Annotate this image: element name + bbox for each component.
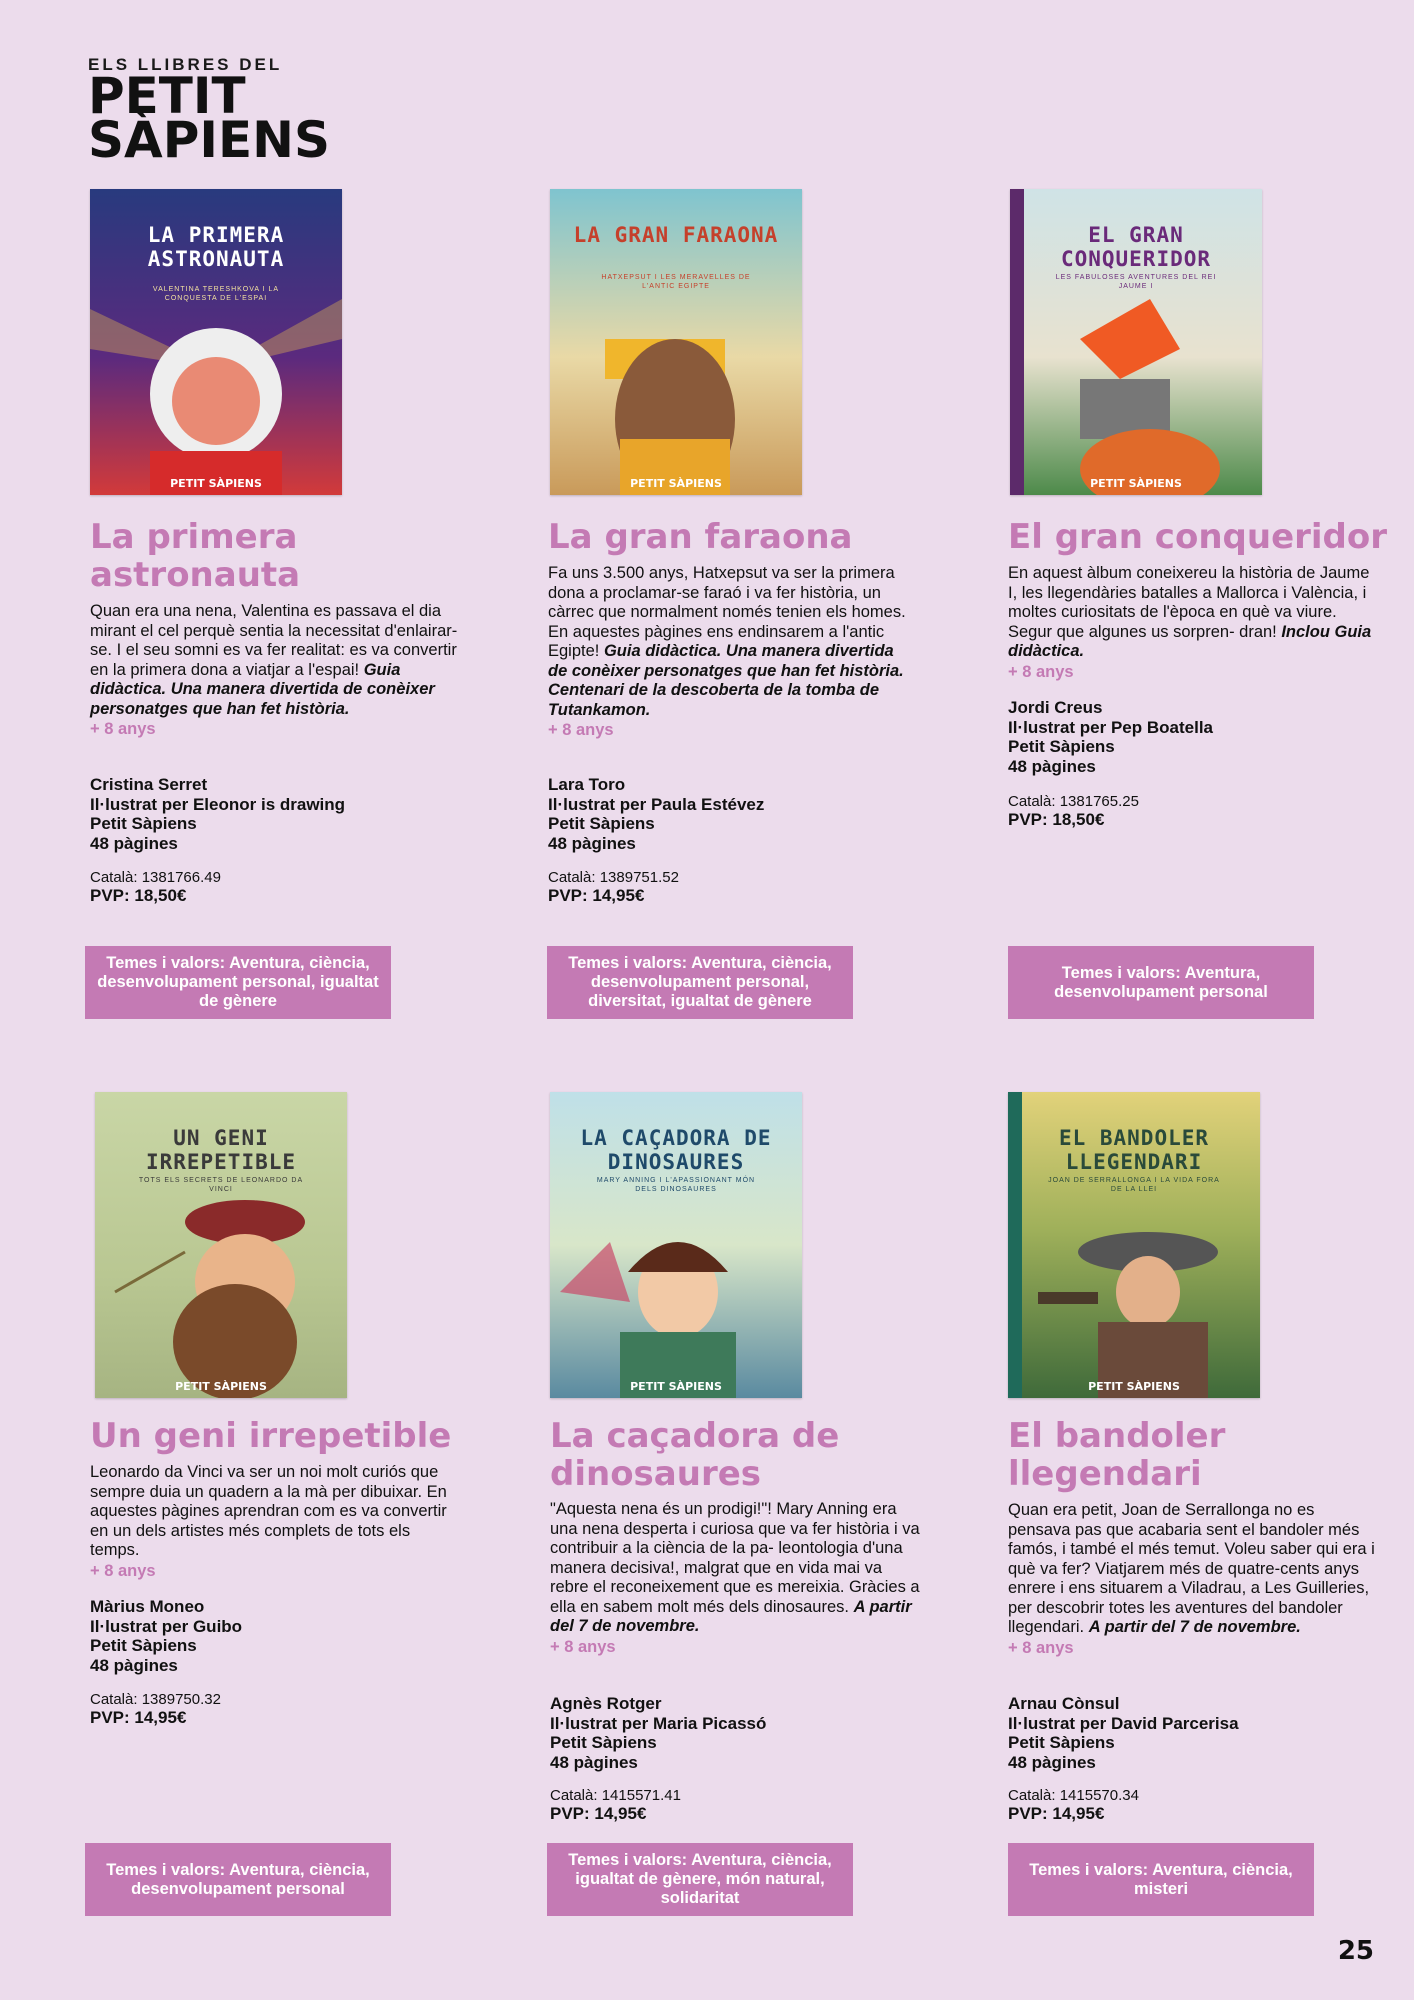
cover-title: UN GENI IRREPETIBLE (145, 1126, 297, 1174)
catalog-code: Català: 1415571.41 (550, 1787, 681, 1804)
themes-badge: Temes i valors: Aventura, ciència, desenvolupament personal, diversitat, igualtat de gènere (547, 946, 853, 1019)
pvp-price: PVP: 14,95€ (548, 886, 645, 905)
cover-title: LA GRAN FARAONA (573, 223, 779, 247)
cover-brand: PETIT SÀPIENS (175, 1380, 267, 1393)
logo-line2: SÀPIENS (88, 111, 330, 169)
age-label: + 8 anys (90, 720, 156, 738)
cover-subtitle: JOAN DE SERRALLONGA I LA VIDA FORA DE LA LLEI (1048, 1177, 1220, 1193)
page-count: 48 pàgines (548, 833, 636, 853)
description-emphasis: A partir del 7 de novembre. (1088, 1618, 1301, 1636)
cover-subtitle: LES FABULOSES AVENTURES DEL REI JAUME I (1055, 274, 1217, 290)
cover-subtitle: HATXEPSUT I LES MERAVELLES DE L'ANTIC EGIPTE (601, 274, 751, 290)
themes-badge: Temes i valors: Aventura, desenvolupament personal (1008, 946, 1314, 1019)
book-description (550, 1500, 920, 1657)
cover-title: EL GRAN CONQUERIDOR (1060, 223, 1212, 271)
illustrator: Il·lustrat per Maria Picassó (550, 1713, 767, 1733)
themes-badge: Temes i valors: Aventura, ciència, desenvolupament personal (85, 1843, 391, 1916)
book-title: La gran faraona (548, 517, 853, 557)
book-credits (90, 775, 345, 853)
book-description (1008, 564, 1378, 682)
page-count: 48 pàgines (90, 1655, 178, 1675)
book-description (548, 564, 908, 740)
book-price (548, 869, 679, 905)
description-emphasis: Guia didàctica. Una manera divertida de conèixer personatges que han fet història. Centenari de la descoberta de la tomba de Tutankamon. (548, 642, 904, 719)
author: Arnau Cònsul (1008, 1694, 1120, 1713)
book-credits (550, 1694, 766, 1772)
description-emphasis: Inclou Guia didàctica. (1008, 622, 1372, 660)
publisher: Petit Sàpiens (1008, 1733, 1115, 1752)
age-label: + 8 anys (550, 1637, 616, 1656)
illustrator: Il·lustrat per David Parcerisa (1008, 1713, 1239, 1733)
themes-badge: Temes i valors: Aventura, ciència, desenvolupament personal, igualtat de gènere (85, 946, 391, 1019)
description-text: Leonardo da Vinci va ser un noi molt curiós que sempre duia un quadern a la mà per dibuixar. En aquestes pàgines aprendran com es va convertir en un dels artistes més complets de tots els temps. (90, 1463, 447, 1559)
description-emphasis: A partir del 7 de novembre. (550, 1597, 912, 1635)
logo-top-text: ELS LLIBRES DEL (88, 55, 283, 74)
description-emphasis: Guia didàctica. Una manera divertida de conèixer personatges que han fet història. (90, 660, 435, 718)
author: Màrius Moneo (90, 1597, 205, 1616)
cover-brand: PETIT SÀPIENS (170, 477, 262, 490)
pvp-price: PVP: 18,50€ (90, 886, 187, 905)
description-text: "Aquesta nena és un prodigi!"! Mary Anning era una nena desperta i curiosa que va fer història i va contribuir a la ciència de la pa- leontologia d'una manera decisiva!, malgrat que en vida mai va rebre el reconeixement que es mereixia. Gràcies a ella en sabem molt més dels dinosaures. (550, 1500, 920, 1616)
book-cover[interactable] (90, 189, 342, 495)
cover-brand: PETIT SÀPIENS (630, 477, 722, 490)
cover-subtitle: MARY ANNING I L'APASSIONANT MÓN DELS DINOSAURES (596, 1177, 756, 1193)
book-description (90, 602, 460, 739)
catalog-code: Català: 1381765.25 (1008, 793, 1139, 810)
book-price (1008, 1787, 1139, 1823)
book-price (90, 869, 221, 905)
cover-brand: PETIT SÀPIENS (630, 1380, 722, 1393)
cover-brand: PETIT SÀPIENS (1090, 477, 1182, 490)
age-label: + 8 anys (90, 1561, 156, 1580)
book-description (1008, 1501, 1380, 1658)
pvp-price: PVP: 14,95€ (90, 1708, 187, 1727)
book-credits (1008, 1694, 1239, 1772)
catalog-code: Català: 1389751.52 (548, 869, 679, 886)
description-text: Quan era una nena, Valentina es passava el dia mirant el cel perquè sentia la necessitat d'enlairar-se. I el seu somni es va fer realitat: es va convertir en la primera dona a viatjar a l'espai! (90, 602, 458, 679)
book-credits (90, 1597, 242, 1675)
illustrator: Il·lustrat per Guibo (90, 1616, 243, 1636)
page-count: 48 pàgines (550, 1752, 638, 1772)
cover-subtitle: VALENTINA TERESHKOVA I LA CONQUESTA DE L'ESPAI (152, 286, 280, 302)
cover-title: EL BANDOLER LLEGENDARI (1058, 1126, 1210, 1174)
publisher: Petit Sàpiens (550, 1733, 657, 1752)
publisher: Petit Sàpiens (90, 1636, 197, 1655)
page-count: 48 pàgines (1008, 756, 1096, 776)
page-count: 48 pàgines (90, 833, 178, 853)
book-cover[interactable] (550, 189, 802, 495)
themes-badge: Temes i valors: Aventura, ciència, misteri (1008, 1843, 1314, 1916)
book-cover[interactable] (550, 1092, 802, 1398)
author: Lara Toro (548, 775, 626, 794)
book-title: El gran conqueridor (1008, 517, 1388, 557)
author: Cristina Serret (90, 775, 208, 794)
age-label: + 8 anys (548, 721, 614, 739)
publisher-logo (88, 55, 330, 169)
book-price (550, 1787, 681, 1823)
page-number: 25 (1337, 1936, 1374, 1966)
description-text: Fa uns 3.500 anys, Hatxepsut va ser la primera dona a proclamar-se faraó i va fer història, un càrrec que normalment només tenien els homes. En aquestes pàgines ens endinsarem a l'antic Egipte! (548, 564, 906, 660)
pvp-price: PVP: 14,95€ (1008, 1804, 1105, 1823)
logo-line1: PETIT (88, 67, 246, 125)
author: Agnès Rotger (550, 1694, 662, 1713)
publisher: Petit Sàpiens (548, 814, 655, 833)
cover-brand: PETIT SÀPIENS (1088, 1380, 1180, 1393)
cover-title: LA PRIMERA ASTRONAUTA (147, 223, 285, 271)
book-title: La caçadora de dinosaures (550, 1416, 840, 1494)
illustrator: Il·lustrat per Paula Estévez (548, 794, 765, 814)
book-cover[interactable] (95, 1092, 347, 1398)
illustrator: Il·lustrat per Pep Boatella (1008, 717, 1213, 737)
age-label: + 8 anys (1008, 662, 1074, 681)
catalog-code: Català: 1415570.34 (1008, 1787, 1139, 1804)
publisher: Petit Sàpiens (1008, 737, 1115, 756)
pvp-price: PVP: 14,95€ (550, 1804, 647, 1823)
book-description (90, 1463, 460, 1581)
book-title: El bandoler llegendari (1008, 1416, 1226, 1494)
illustrator: Il·lustrat per Eleonor is drawing (90, 794, 346, 814)
book-price (1008, 793, 1139, 829)
book-credits (1008, 698, 1213, 776)
description-text: En aquest àlbum coneixereu la història de Jaume I, les llegendàries batalles a Mallorca i València, i moltes curiositats de l'època en què va viure. Segur que algunes us sorpren- dran! (1008, 564, 1370, 641)
cover-title: LA CAÇADORA DE DINOSAURES (580, 1126, 772, 1174)
book-title: Un geni irrepetible (90, 1416, 452, 1456)
book-price (90, 1691, 221, 1727)
author: Jordi Creus (1008, 698, 1103, 717)
description-text: Quan era petit, Joan de Serrallonga no es pensava pas que acabaria sent el bandoler més famós, i també el més temut. Voleu saber qui era i què va fer? Viatjarem més de quatre-cents anys enrere i ens situarem a Viladrau, a Les Guilleries, per descobrir totes les aventures del bandoler llegendari. (1008, 1501, 1375, 1636)
pvp-price: PVP: 18,50€ (1008, 810, 1105, 829)
book-title: La primera astronauta (90, 517, 301, 595)
catalog-code: Català: 1381766.49 (90, 869, 221, 886)
page-count: 48 pàgines (1008, 1752, 1096, 1772)
cover-subtitle: TOTS ELS SECRETS DE LEONARDO DA VINCI (138, 1177, 304, 1193)
book-cover[interactable] (1008, 1092, 1260, 1398)
publisher: Petit Sàpiens (90, 814, 197, 833)
catalog-code: Català: 1389750.32 (90, 1691, 221, 1708)
book-credits (548, 775, 764, 853)
themes-badge: Temes i valors: Aventura, ciència, igualtat de gènere, món natural, solidaritat (547, 1843, 853, 1916)
book-cover[interactable] (1010, 189, 1262, 495)
age-label: + 8 anys (1008, 1638, 1074, 1657)
